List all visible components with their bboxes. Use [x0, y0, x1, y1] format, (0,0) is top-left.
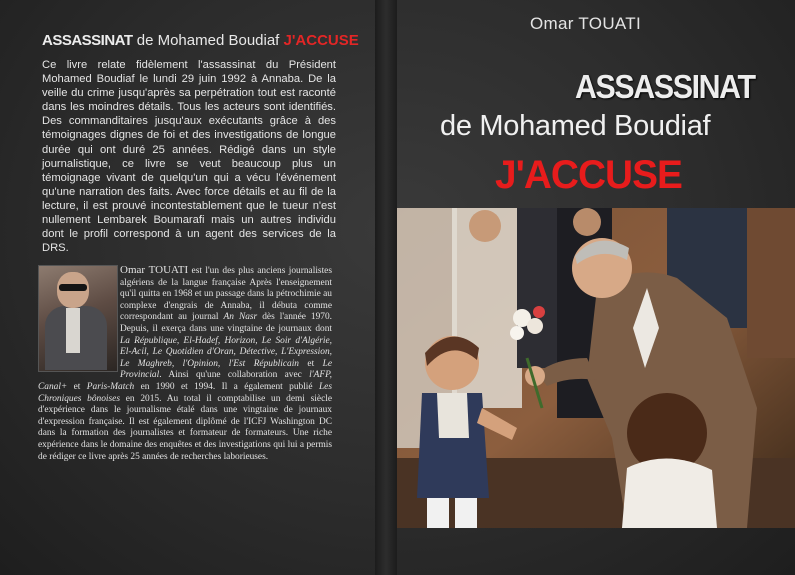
front-title-line3: J'ACCUSE — [495, 153, 682, 197]
back-title-boudiaf: de Mohamed Boudiaf — [132, 32, 284, 49]
cover-photo — [397, 208, 795, 528]
book-summary: Ce livre relate fidèlement l'assassinat du Président Mohamed Boudiaf le lundi 29 juin 1992 à Annaba. De la veille du crime jusqu'après sa perpétration tout est raconté dans les moindres détails. Tous les acteurs sont identifiés. Des commanditaires jusqu'aux exécutants grâce à des témoignages dignes de foi et des investigations de longue durée qui ont duré 25 années. Rédigé dans un style journalistique, ce livre se veut beaucoup plus un témoignage vivant de quelqu'un qui a vécu l'événement qu'une narration des faits. Avec force détails et au fil de la lecture, il est prouvé incontestablement que le tueur n'est nullement Lembarek Boumarafi mais un autres individu dont le profil correspond à un agent des services de la DRS. — [42, 59, 336, 255]
cover-photo-illustration — [397, 208, 795, 528]
back-cover-title — [42, 32, 362, 49]
author-biography: Omar TOUATI est l'un des plus anciens journalistes algériens de la langue française Après l'enseignement qu'il quitta en 1968 et un passage dans la pétrochimie au complexe d'engrais de Annaba, il débuta comme correspondant au journal An Nasr dès l'année 1970. Depuis, il exerça dans une vingtaine de journaux dont La République, El-Hadef, Horizon, Le Soir d'Algérie, El-Acil, Le Quotidien d'Oran, Détective, L'Expression, Le Maghreb, l'Opinion, l'Est Républicain et Le Provincial. Ainsi qu'une collaboration avec l'AFP, Canal+ et Paris-Match en 1990 et 1994. Il a également publié Les Chroniques bônoises en 2015. Au total il comptabilise un demi siècle d'expérience dans le journalisme étalé dans une vingtaine de journaux d'expression française. Il est également diplômé de l'ICFJ Washington DC dans la formation des journalistes et formateur de formateurs. Une riche expérience dans le domaine des enquêtes et des investigations qui lui a permis de rédiger ce livre après 25 années de recherches laborieuses. — [38, 264, 332, 462]
front-title-line2: de Mohamed Boudiaf — [440, 110, 711, 142]
back-title-assassinat: ASSASSINAT — [42, 32, 133, 49]
book-spine — [375, 0, 397, 575]
front-author-name: Omar TOUATI — [530, 14, 641, 33]
front-title-line1: ASSASSINAT — [575, 68, 755, 105]
back-title-jaccuse: J'ACCUSE — [283, 32, 359, 49]
bio-author-name: Omar TOUATI — [120, 264, 189, 276]
